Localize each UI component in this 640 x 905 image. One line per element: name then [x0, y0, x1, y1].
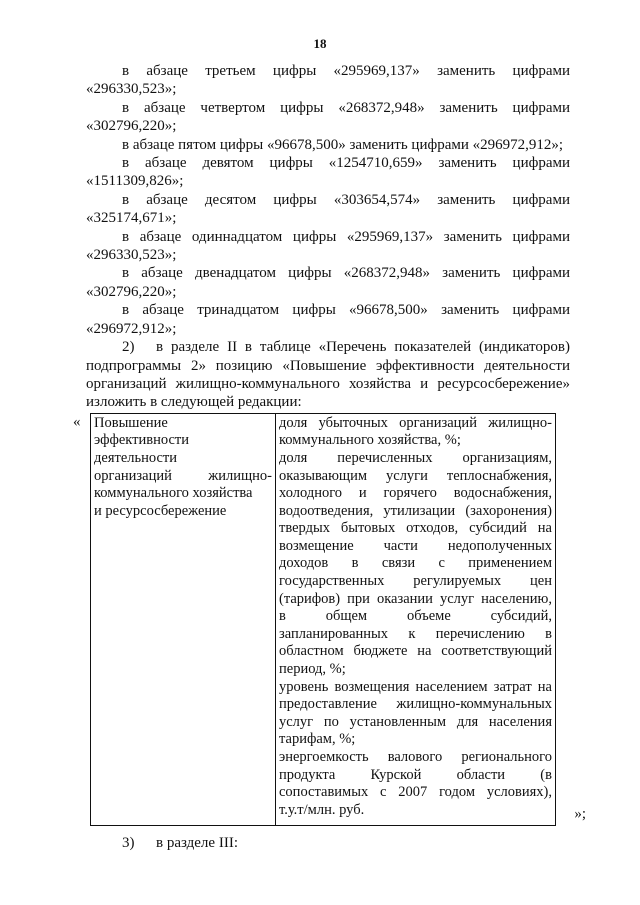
indicator-table-block [73, 413, 586, 827]
cell-line: областном бюджете на соответствующий [279, 643, 552, 660]
paragraph-line: «296972,912»; [86, 320, 177, 337]
cell-line: коммунального хозяйства [94, 485, 253, 502]
cell-line: в общем объеме субсидий, [279, 608, 552, 625]
paragraph-line: в абзаце третьем цифры «295969,137» заменить цифрами [122, 63, 570, 79]
item-3-line [86, 834, 570, 852]
paragraph-line: «302796,220»; [86, 283, 177, 300]
cell-line: тарифам, %; [279, 731, 356, 748]
cell-line: период, %; [279, 661, 346, 678]
item-2-line: изложить в следующей редакции: [86, 394, 302, 411]
paragraph-line: «1511309,826»; [86, 173, 184, 190]
item-2-line: подпрограммы 2» позицию «Повышение эффективности деятельности [86, 357, 570, 374]
cell-line: доля перечисленных организациям, [279, 449, 552, 466]
cell-line: услуг по установленным для населения [279, 713, 552, 730]
paragraph-line: в абзаце одиннадцатом цифры «295969,137» заменить цифрами [122, 228, 570, 245]
cell-line: уровень возмещения населением затрат на [279, 678, 552, 695]
paragraph-line: в абзаце десятом цифры «303654,574» заменить цифрами [122, 191, 570, 208]
cell-line: доля убыточных организаций жилищно- [279, 414, 552, 431]
paragraph-line: в абзаце пятом цифры «96678,500» заменить цифрами «296972,912»; [122, 136, 564, 153]
table-row [91, 413, 556, 826]
cell-line: т.у.т/млн. руб. [279, 801, 365, 818]
cell-line: водоотведения, утилизации (захоронения) [279, 502, 552, 519]
cell-line: эффективности [94, 432, 189, 449]
cell-line: возмещение части недополученных [279, 537, 552, 554]
cell-line: сопоставимых с 2007 годом условиях), [279, 784, 552, 801]
cell-line: запланированных к перечислению в [279, 625, 552, 642]
indicator-list-cell [276, 413, 556, 826]
table-close-quote: »; [574, 805, 586, 822]
cell-line: деятельности [94, 449, 178, 466]
cell-line: коммунального хозяйства, %; [279, 432, 461, 449]
cell-line: Повышение [94, 414, 168, 431]
cell-line: холодного и горячего водоснабжения, [279, 485, 552, 502]
paragraph-line: в абзаце девятом цифры «1254710,659» заменить цифрами [122, 155, 570, 172]
paragraph-line: «302796,220»; [86, 118, 177, 135]
paragraph-line: «296330,523»; [86, 81, 177, 98]
page-number: 18 [313, 36, 327, 51]
paragraph-line: в абзаце тринадцатом цифры «96678,500» заменить цифрами [122, 302, 570, 319]
cell-line: (тарифов) при оказании услуг населению, [279, 590, 552, 607]
item-2-line: организаций жилищно-коммунального хозяйства и ресурсосбережение» [86, 375, 570, 392]
cell-line: твердых бытовых отходов, субсидий на [279, 520, 552, 537]
cell-line: государственных регулируемых цен [279, 573, 552, 590]
paragraph-line: в абзаце четвертом цифры «268372,948» заменить цифрами [122, 99, 570, 116]
cell-line: организаций жилищно- [94, 467, 272, 484]
item-2-number: 2) [122, 339, 135, 356]
cell-line: энергоемкость валового регионального [279, 749, 552, 765]
paragraph-line: «325174,671»; [86, 210, 177, 227]
indicator-table [90, 413, 556, 827]
cell-line: и ресурсосбережение [94, 502, 227, 519]
item-3-number: 3) [122, 835, 135, 852]
cell-line: продукта Курской области (в [279, 766, 552, 783]
paragraph-line: в абзаце двенадцатом цифры «268372,948» заменить цифрами [122, 265, 570, 282]
item-3-text: в разделе III: [156, 835, 238, 852]
document-body [73, 62, 586, 853]
item-2-text: в разделе II в таблице «Перечень показателей (индикаторов) [156, 339, 570, 356]
cell-line: оказывающим услуги теплоснабжения, [279, 467, 552, 484]
indicator-name-cell [91, 413, 276, 826]
paragraph-line: «296330,523»; [86, 247, 177, 264]
table-open-quote: « [73, 413, 81, 430]
item-2-line [86, 338, 570, 356]
cell-line: предоставление жилищно-коммунальных [279, 696, 552, 713]
cell-line: доходов в связи с применением [279, 555, 552, 572]
